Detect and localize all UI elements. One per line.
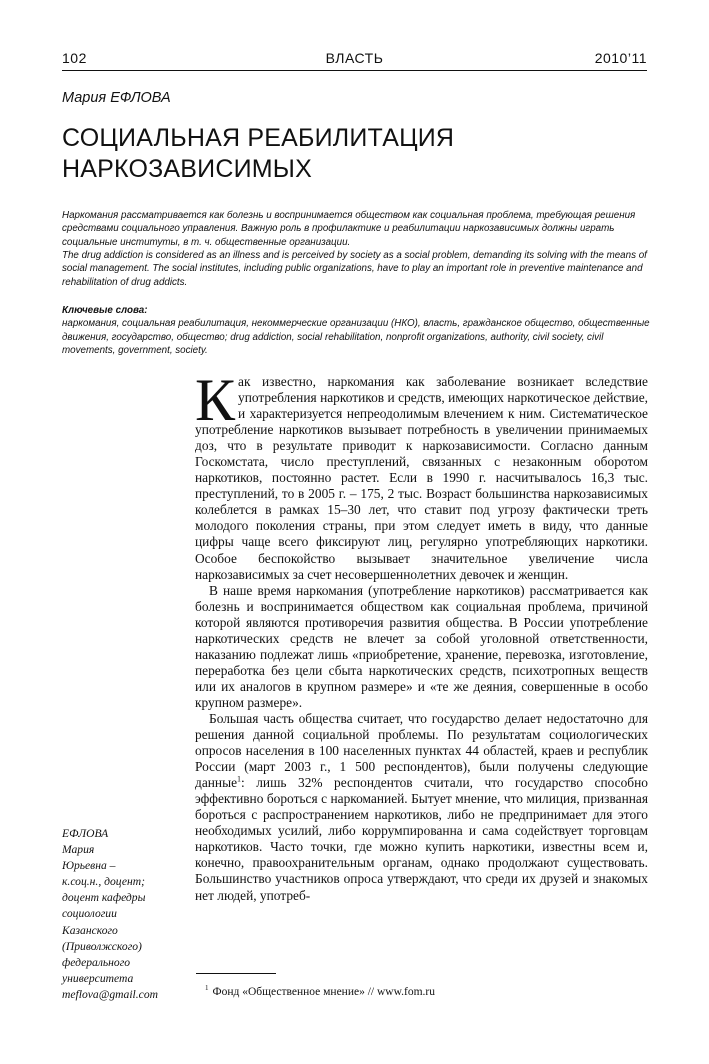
drop-cap: К — [195, 367, 236, 433]
article-title-line-2: НАРКОЗАВИСИМЫХ — [62, 155, 313, 183]
footnote — [205, 984, 435, 998]
running-head — [62, 48, 647, 71]
body-paragraph-3-text-b: : лишь 32% респондентов считали, что государство способно эффективно бороться с наркоманией. Бытует мнение, что милиция, призванная бороться с распространением наркотиков, либо не предпринимает для этого необходимых усилий, либо коррумпированна и сама содействует торговцам наркотиков. Часто точки, где можно купить наркотики, известны всем и, конечно, правоохранительным органам, однако продолжают существовать. Большинство участников опроса утверждают, что среди их друзей и знакомых нет людей, употреб- — [195, 775, 648, 903]
body-paragraph-1-text: ак известно, наркомания как заболевание возникает вследствие употребления наркотиков и средств, имеющих наркотическое действие, и характеризуется непреодолимым влечением к ним. Систематическое употребление наркотиков вызывает потребность в увеличении принимаемых доз, что в результате приводит к наркозависимости. Согласно данным Госкомстата, число преступлений, связанных с незаконным оборотом наркотиков, постоянно растет. Если в 1990 г. насчитывалось 16,3 тыс. преступлений, то в 2005 г. – 175, 2 тыс. Возраст большинства наркозависимых колеблется в рамках 15–30 лет, что ставит под угрозу фактически треть молодого поколения страны, при этом следует иметь в виду, что данные цифры чаще всего фиксируют лиц, регулярно употребляющих наркотики. Особое беспокойство вызывает значительное увеличение числа наркозависимых за счет несовершеннолетних девочек и женщин. — [195, 374, 648, 582]
author-info-line: Мария — [62, 843, 95, 857]
footnote-divider — [196, 973, 276, 974]
author-email[interactable]: meflova@gmail.com — [62, 987, 158, 1001]
author-info-sidebar — [62, 826, 187, 1003]
keywords-text: наркомания, социальная реабилитация, некоммерческие организации (НКО), власть, гражданское общество, общественные движения, государство, общество; drug addiction, social rehabilitation, nonprofit organizations, authority, civil society, civil movements, government, society. — [62, 318, 650, 357]
footnote-text: Фонд «Общественное мнение» // www.fom.ru — [212, 985, 436, 998]
body-paragraph-2: В наше время наркомания (употребление наркотиков) рассматривается как болезнь и воспринимается обществом как социальная проблема, причиной которой являются противоречия развития общества. В России употребление наркотических средств не влечет за собой уголовной ответственности, наказанию подлежат лишь «приобретение, хранение, перевозка, изготовление, переработка без цели сбыта наркотических средств, психотропных веществ или их аналогов в крупном размере» и «те же деяния, совершенные в особо крупном размере». — [195, 582, 648, 710]
keywords-block — [62, 304, 652, 358]
journal-name: ВЛАСТЬ — [325, 50, 384, 66]
author-info-line: ЕФЛОВА — [62, 827, 109, 840]
article-title-line-1: СОЦИАЛЬНАЯ РЕАБИЛИТАЦИЯ — [62, 124, 455, 152]
article-body — [195, 367, 648, 904]
body-paragraph-1 — [195, 367, 648, 583]
author-info-line: социологии — [62, 907, 117, 921]
page-number: 102 — [62, 50, 87, 66]
author-info-line: Юрьевна – — [62, 859, 116, 873]
author-info-line: (Приволжского) — [62, 939, 142, 953]
author-info-line: университета — [62, 971, 134, 985]
keywords-label: Ключевые слова: — [62, 305, 148, 316]
author-info-line: к.соц.н., доцент; — [62, 875, 145, 889]
issue-number: 2010’11 — [594, 50, 647, 66]
abstract-english: The drug addiction is considered as an illness and is perceived by society as a social problem, demanding its solving with the means of social management. The social institutes, including public organizations, have to play an important role in preventive maintenance and rehabilitation of drug addicts. — [62, 250, 647, 288]
article-title — [62, 123, 622, 185]
author-info-line: доцент кафедры — [62, 891, 146, 905]
author-name: Мария ЕФЛОВА — [62, 90, 171, 106]
body-paragraph-3-text-a: Большая часть общества считает, что государство делает недостаточно для решения данной социальной проблемы. По результатам социологических опросов населения в 100 населенных пунктах 44 областей, краев и республик России (март 2003 г., 1 500 респондентов), были получены следующие данные — [195, 710, 648, 791]
author-info-line: Казанского — [62, 923, 118, 937]
footnote-number: 1 — [205, 984, 209, 992]
body-paragraph-3 — [195, 711, 648, 904]
author-info-line: федерального — [62, 955, 131, 969]
abstract-russian: Наркомания рассматривается как болезнь и воспринимается обществом как социальная проблема, требующая решения средствами социального управления. Важную роль в профилактике и реабилитации наркозависимых должны играть социальные институты, в т. ч. общественные организации. — [62, 210, 636, 248]
footnote-reference[interactable]: 1 — [237, 774, 242, 784]
